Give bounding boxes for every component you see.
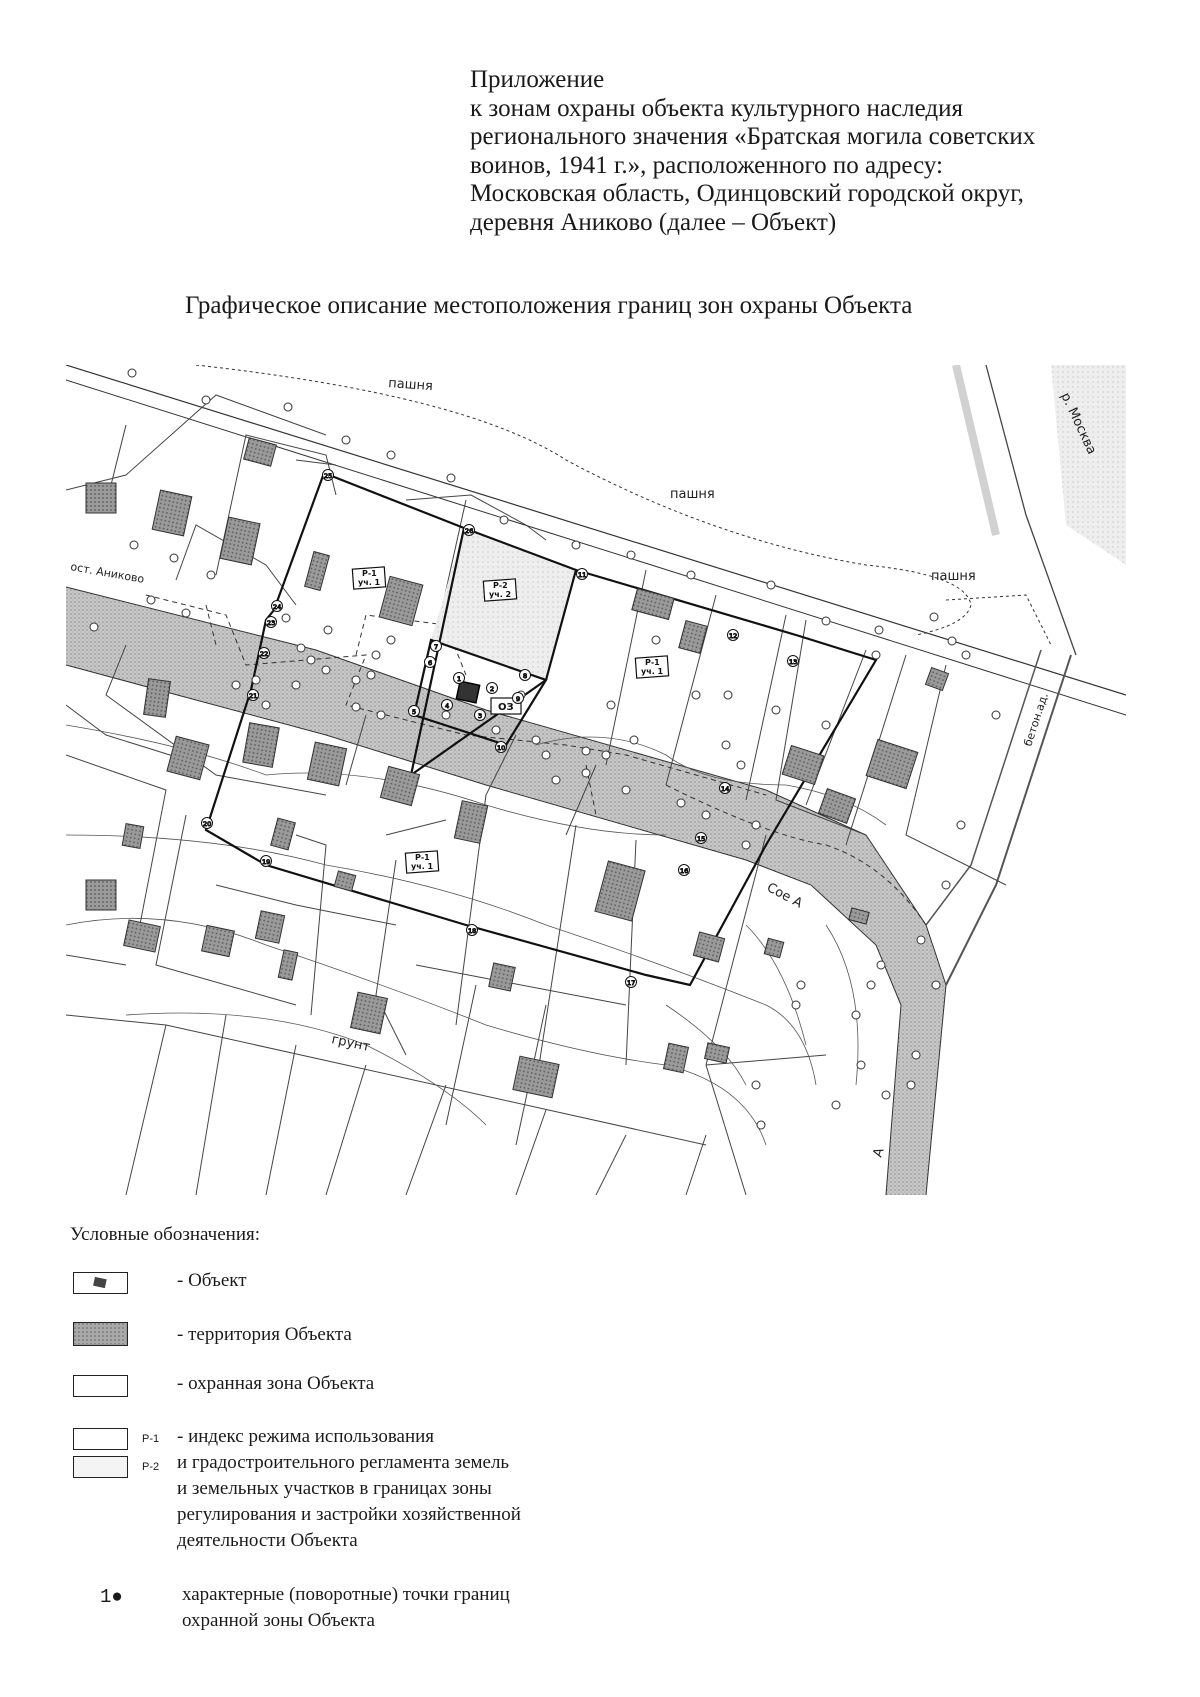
legend-r2-swatch [73,1456,128,1478]
legend-point-line: охранной зоны Объекта [182,1610,375,1631]
svg-text:13: 13 [789,658,798,666]
object-symbol-icon [74,1273,126,1292]
svg-text:25: 25 [324,472,333,480]
boundary-point [425,657,436,668]
map-title: Графическое описание местоположения границ зон охраны Объекта [185,292,913,319]
legend-regime-line: регулирования и застройки хозяйственной [177,1504,521,1525]
zone-box-r1 [405,851,438,873]
boundary-point [248,690,259,701]
svg-text:8: 8 [523,672,528,680]
legend-r1-index: Р-1 [142,1433,160,1445]
field-boundary [196,365,971,635]
map-label-road: Сое А [764,880,805,912]
boundary-point [520,670,531,681]
legend-point-line: характерные (поворотные) точки границ [182,1584,510,1605]
legend-point-symbol: 1● [100,1586,123,1608]
boundary-point [513,693,524,704]
legend-regime-line: и градостроительного регламента земель [177,1452,510,1473]
map-label-river: р. Москва [1057,390,1100,457]
svg-text:6: 6 [428,659,433,667]
map-label-bus-stop: ост. Аниково [69,560,146,586]
boundary-point [475,710,486,721]
legend-regime-line: - индекс режима использования [177,1426,435,1447]
legend-object-swatch [73,1272,128,1294]
boundary-point [720,783,731,794]
boundary-point [431,641,442,652]
svg-text:22: 22 [260,650,269,658]
svg-text:4: 4 [445,702,450,710]
svg-text:9: 9 [516,695,521,703]
svg-text:14: 14 [721,785,730,793]
svg-text:15: 15 [697,835,706,843]
appendix-line: Московская область, Одинцовский городской округ, [470,180,1024,207]
svg-text:21: 21 [249,692,258,700]
legend-title: Условные обозначения: [70,1224,261,1245]
zone-index: Р-1 [362,569,377,578]
appendix-header [470,66,1110,237]
appendix-line: деревня Аниково (далее – Объект) [470,208,837,236]
boundary-point [454,673,465,684]
zone-index: Р-1 [645,658,660,667]
appendix-line: Приложение [470,66,605,93]
svg-text:26: 26 [465,527,474,535]
boundary-point [728,630,739,641]
boundary-point [261,856,272,867]
boundary-point [259,648,270,659]
svg-text:1: 1 [457,675,462,683]
map-label-field: пашня [670,487,715,502]
boundary-point [577,569,588,580]
legend-zone-swatch [73,1375,128,1397]
map-label-road: А [870,1146,888,1160]
svg-text:11: 11 [578,571,587,579]
boundary-point [464,525,475,536]
appendix-line: воинов, 1941 г.», расположенного по адресу: [470,151,943,179]
legend-territory-swatch [73,1322,128,1346]
boundary-point [487,683,498,694]
zone-plot: уч. 1 [358,578,381,587]
road-concrete [946,655,1071,985]
svg-text:24: 24 [273,603,282,611]
zone-index: Р-1 [415,853,430,862]
zone-plot: уч. 2 [489,590,512,599]
boundary-point [272,601,283,612]
legend-regime-line: и земельных участков в границах зоны [177,1478,492,1499]
boundary-point [626,977,637,988]
legend-zone-text: - охранная зона Объекта [177,1373,375,1394]
map-label-road: грунт [330,1032,372,1055]
zone-plot: уч. 1 [411,862,434,871]
zone-index: Р-2 [493,581,508,590]
zone-r2-area [431,528,576,680]
svg-text:20: 20 [203,820,212,828]
svg-text:23: 23 [267,619,276,627]
appendix-line: регионального значения «Братская могила советских [470,123,1036,150]
svg-text:7: 7 [434,643,439,651]
site-plan-map [66,365,1126,1195]
zone-plot: уч. 1 [641,667,664,676]
legend-r1-swatch [73,1428,128,1450]
svg-text:18: 18 [468,927,477,935]
zone-oz-label: ОЗ [498,702,514,713]
boundary-point [202,818,213,829]
legend-regime-line: деятельности Объекта [177,1530,358,1551]
svg-text:16: 16 [680,867,689,875]
svg-text:17: 17 [627,979,636,987]
boundary-point [266,617,277,628]
svg-text:2: 2 [490,685,495,693]
road-asphalt [66,587,946,1195]
boundary-point [442,700,453,711]
boundary-point [696,833,707,844]
boundary-point [409,706,420,717]
svg-text:5: 5 [412,708,417,716]
zone-box-r1 [352,567,385,589]
contour-lines [66,725,886,1145]
appendix-line: к зонам охраны объекта культурного наследия [470,94,963,122]
boundary-point [496,742,507,753]
zone-box-r1 [635,656,668,678]
zone-box-r2 [483,579,516,601]
legend-object-text: - Объект [177,1270,247,1291]
boundary-point [679,865,690,876]
boundary-point [788,656,799,667]
object-monument [456,681,479,703]
map-label-field: пашня [387,376,434,395]
svg-text:10: 10 [497,744,506,752]
map-label-road: бетон.ад. [1021,691,1051,748]
legend-regime-text [177,1424,521,1554]
svg-text:19: 19 [262,858,271,866]
map-label-field: пашня [931,569,976,584]
legend-r2-index: Р-2 [142,1461,160,1473]
svg-text:3: 3 [478,712,483,720]
boundary-point [467,925,478,936]
svg-text:12: 12 [729,632,738,640]
boundary-point [323,470,334,481]
legend-territory-text: - территория Объекта [177,1324,352,1345]
legend-point-text [182,1582,510,1634]
